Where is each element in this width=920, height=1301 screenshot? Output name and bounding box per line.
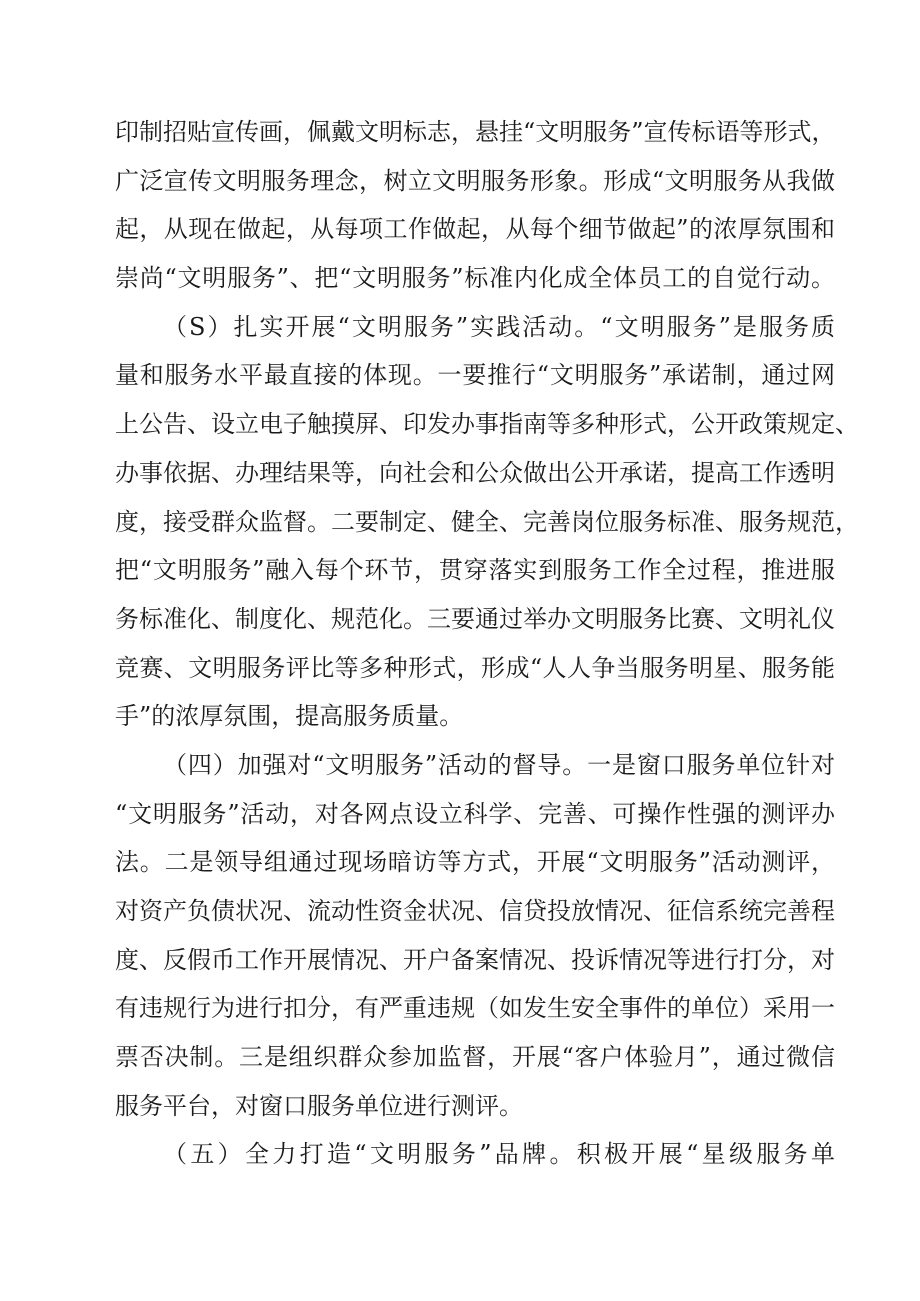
text-line: 广泛宣传文明服务理念，树立文明服务形象。形成“文明服务从我做 bbox=[115, 166, 835, 195]
text-line: 对资产负债状况、流动性资金状况、信贷投放情况、征信系统完善程 bbox=[115, 897, 835, 925]
text-line: 票否决制。三是组织群众参加监督，开展“客户体验月”，通过微信 bbox=[115, 1043, 835, 1072]
body-text bbox=[115, 108, 859, 1179]
paragraph-heading-line: （五）全力打造“文明服务”品牌。积极开展“星级服务单 bbox=[163, 1140, 835, 1169]
text-line: 印制招贴宣传画，佩戴文明标志，悬挂“文明服务”宣传标语等形式， bbox=[115, 118, 836, 146]
paragraph-heading-line: （S）扎实开展“文明服务”实践活动。“文明服务”是服务质 bbox=[163, 312, 835, 341]
text-line: 崇尚“文明服务”、把“文明服务”标准内化成全体员工的自觉行动。 bbox=[115, 264, 835, 293]
text-line-last: 服务平台，对窗口服务单位进行测评。 bbox=[115, 1091, 523, 1120]
text-line: 办事依据、办理结果等，向社会和公众做出公开承诺，提高工作透明 bbox=[115, 458, 835, 487]
text-line: 度、反假币工作开展情况、开户备案情况、投诉情况等进行打分，对 bbox=[115, 945, 835, 974]
text-line: 起，从现在做起，从每项工作做起，从每个细节做起”的浓厚氛围和 bbox=[115, 215, 835, 244]
text-line: 法。二是领导组通过现场暗访等方式，开展“文明服务”活动测评， bbox=[115, 848, 835, 877]
text-line: 度，接受群众监督。二要制定、健全、完善岗位服务标准、服务规范， bbox=[115, 507, 859, 536]
text-line: 有违规行为进行扣分，有严重违规（如发生安全事件的单位）采用一 bbox=[115, 994, 835, 1023]
text-line: 把“文明服务”融入每个环节，贯穿落实到服务工作全过程，推进服 bbox=[115, 556, 835, 585]
paragraph-heading-line: （四）加强对“文明服务”活动的督导。一是窗口服务单位针对 bbox=[163, 750, 835, 779]
text-line: 务标准化、制度化、规范化。三要通过举办文明服务比赛、文明礼仪 bbox=[115, 604, 835, 633]
text-line-last: 手”的浓厚氛围，提高服务质量。 bbox=[115, 702, 464, 731]
text-line: 竞赛、文明服务评比等多种形式，形成“人人争当服务明星、服务能 bbox=[115, 653, 835, 682]
text-line: 上公告、设立电子触摸屏、印发办事指南等多种形式，公开政策规定、 bbox=[115, 410, 859, 439]
text-line: 量和服务水平最直接的体现。一要推行“文明服务”承诺制，通过网 bbox=[115, 361, 835, 390]
text-line: “文明服务”活动，对各网点设立科学、完善、可操作性强的测评办 bbox=[115, 799, 835, 828]
